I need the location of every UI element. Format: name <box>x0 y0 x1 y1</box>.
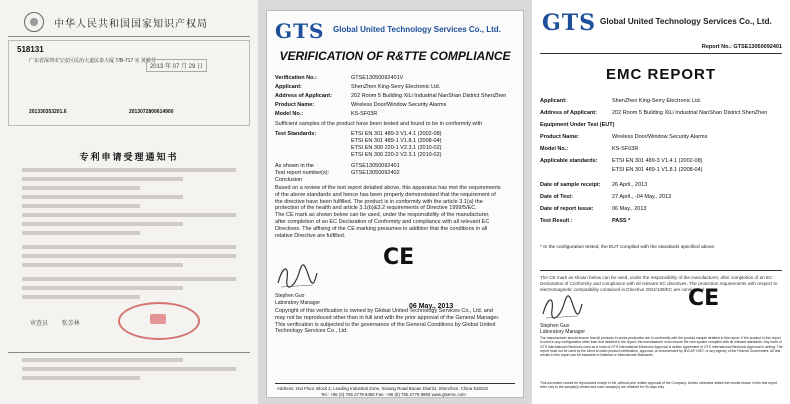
footer-line <box>22 358 183 362</box>
paragraph-line: Technology Services Co., Ltd. <box>275 328 348 335</box>
body-line <box>22 295 140 299</box>
report-number: GTSE13050092402 <box>351 170 400 176</box>
office-name: 中华人民共和国国家知识产权局 <box>54 19 208 30</box>
sample-receipt-row <box>540 182 780 190</box>
report-number: GTSE13050092401 <box>733 44 782 50</box>
body-line <box>22 277 236 281</box>
field-value: 06 May., 2013 <box>612 206 647 212</box>
field-label: Model No.: <box>540 146 569 152</box>
report-label-1: As shown in the <box>275 163 314 169</box>
field-label: Model No.: <box>275 111 304 117</box>
rtte-field-row <box>275 111 515 119</box>
rtte-field-row <box>275 102 515 110</box>
examiner-label: 审查员 <box>30 321 49 327</box>
signer-title: Laboratory Manager <box>275 300 321 306</box>
copyright-text <box>275 308 505 335</box>
address-row <box>540 110 780 118</box>
field-value: PASS * <box>612 218 631 224</box>
body-line <box>22 286 183 290</box>
signer-title: Laboratory Manager <box>540 329 586 335</box>
field-value: 27 April., -04 May., 2013 <box>612 194 672 200</box>
national-emblem-icon <box>24 12 44 32</box>
footer-address: Address: 2nd Floor, Block 2, Leading Industrial Zone, Xixiang Road Baoan District, Shenzhen, China 518102 <box>277 386 489 391</box>
model-row <box>540 146 780 154</box>
paragraph-line: Copyright of this verification is owned by Global United Technology Services Co., Ltd. and <box>275 308 493 314</box>
standard-item: ETSI EN 300 220-2 V2.3.1 (2010-02) <box>351 152 442 158</box>
mailing-address: 广东省深圳市宝安区民治大道民泰大厦 T/B-717 室 黄雅芳 <box>29 58 156 64</box>
application-number: 201330353201.6 <box>29 109 67 115</box>
notice-header <box>8 12 250 34</box>
issue-date-row <box>540 206 780 214</box>
paragraph-line: relative Directive are fulfilled. <box>275 232 346 239</box>
field-label: Test Standards: <box>275 131 317 137</box>
document-title: EMC REPORT <box>605 66 716 83</box>
paragraph-line: may not be reproduced other than in full and with the prior approval of the General Manager. <box>275 314 500 321</box>
field-label: Date of sample receipt: <box>540 182 601 188</box>
ce-conditions-text: The CE mark as shown below can be used, under the responsibility of the manufacturer, after completion of an EC Declaration of Conformity and compliance with all relevant EC directives. The protection requirements with respect to electromagnetic compatibility contained in Directive 2004/108/EC are considered. <box>540 275 778 292</box>
body-line <box>22 254 236 258</box>
rtte-field-row <box>275 75 515 83</box>
sufficient-samples-text: Sufficient samples of the product have been tested and found to be in conformity with <box>275 121 483 127</box>
body-line <box>22 222 183 226</box>
rtte-page <box>266 10 524 398</box>
product-row <box>540 134 780 142</box>
issue-date-stamp: 2013 年 07 月 29 日 <box>146 59 207 72</box>
header-divider <box>8 36 250 37</box>
field-value: Wireless Door/Window Security Alarms <box>612 134 708 140</box>
standard-item: ETSI EN 301 489-1 V1.8.1 (2008-04) <box>351 138 442 144</box>
body-line <box>22 168 236 172</box>
emc-report-document <box>532 0 790 404</box>
field-value: 26 April., 2013 <box>612 182 648 188</box>
conditions-divider <box>540 270 782 271</box>
field-label: Applicant: <box>275 84 302 90</box>
field-label: Address of Applicant: <box>540 110 597 116</box>
field-value: ETSI EN 301 489-3 V1.4.1 (2002-08) <box>612 158 703 164</box>
paragraph-line: This verification is subjected to the governance of the General Conditions by Global United <box>275 321 496 328</box>
body-line <box>22 204 140 208</box>
document-title: VERIFICATION OF R&TTE COMPLIANCE <box>279 49 511 63</box>
body-line <box>22 186 140 190</box>
field-label: Applicable standards: <box>540 158 598 164</box>
header-divider <box>540 53 782 54</box>
postal-code: 518131 <box>17 45 44 54</box>
body-line <box>22 263 183 267</box>
standard-item: ETSI EN 301 489-1 V1.8.1 (2008-04) <box>612 167 703 173</box>
footer-line <box>22 367 236 371</box>
gts-logo: GTS <box>542 10 597 36</box>
standard-item: ETSI EN 300 220-1 V2.3.1 (2010-02) <box>351 145 442 151</box>
notice-body <box>22 168 236 304</box>
footer-line <box>22 376 140 380</box>
signer-name: Stephen Guo <box>275 293 305 299</box>
standards-row <box>540 158 780 166</box>
field-label: Address of Applicant: <box>275 93 332 99</box>
field-value: GTSE13050092401V <box>351 75 404 81</box>
footer-divider <box>275 383 515 384</box>
rtte-field-row <box>275 93 515 101</box>
body-line <box>22 177 183 181</box>
paragraph-line: The CE mark as shown below can be used, under the responsibility of the manufacturer, <box>275 212 490 219</box>
conclusion-label: Conclusion <box>275 177 303 183</box>
test-standards <box>275 131 515 161</box>
paragraph-line: protection of the health and article 3.1(b)&3.2 requirements of Directive 1999/5/EC. <box>275 205 477 212</box>
disclaimer-text: The manufacturer should ensure that all products in series production are in conformity with the product sample detailed in this report. If the product in this report is used in any configuration other than that detailed in the report, the manufacturer must ensure the new system complies with all relevant standards. Any mark of GTS International Electronic used as a mark of GTS International Electronic Approval is written agreement of GTS International Electronic Approval in writing. The report must not be used by the client to claim product certification, approval, or endorsement by NVLAP, NIST, or any agency of the Federal Government. All test results in this report can be traceable to National or International Standards. <box>540 336 783 358</box>
body-line <box>22 195 183 199</box>
field-label: Test Result : <box>540 218 573 224</box>
examiner-line <box>30 318 80 327</box>
applicant-row <box>540 98 780 106</box>
footer-contact: Tel.: +86 (0) 755 2779 8480 Fax: +86 (0) 755 2779 8960 www.gtsemc.com <box>321 392 466 397</box>
paragraph-line: of the above standards and hence has been properly demonstrated that the requirement of <box>275 191 496 198</box>
field-value: KS-SF03R <box>612 146 639 152</box>
field-label: Date of report issue: <box>540 206 594 212</box>
report-number: GTSE13050092401 <box>351 163 400 169</box>
paragraph-line: Directives. The affixing of the CE marking presumes in addition that the conditions in all <box>275 225 488 232</box>
notice-title: 专利申请受理通知书 <box>79 153 179 163</box>
conclusion-text <box>275 185 505 239</box>
field-value: ShenZhen King-Serry Electronic Ltd. <box>351 84 441 90</box>
paragraph-line: Based on a review of the test report detailed above, this apparatus has met the requirements <box>275 185 501 191</box>
notice-footer <box>22 358 236 385</box>
standard-item: ETSI EN 301 489-3 V1.4.1 (2002-08) <box>351 131 442 137</box>
field-value: 202 Room 5 Building XiLi Industrial NanShan District ShenZhen <box>351 93 507 99</box>
field-value: Wireless Door/Window Security Alarms <box>351 102 447 108</box>
patent-acceptance-notice <box>0 0 258 404</box>
ce-mark: CE <box>688 286 720 311</box>
paragraph-line: the directive have been fulfilled. The product is in conformity with the article 3.1(a) the <box>275 198 483 205</box>
issue-date: 06 May., 2013 <box>409 303 454 310</box>
field-label: Product Name: <box>275 102 315 108</box>
company-name: Global United Technology Services Co., Ltd. <box>600 17 772 26</box>
field-label: Product Name: <box>540 134 580 140</box>
mailing-block <box>8 40 250 126</box>
body-line <box>22 213 236 217</box>
report-number-line <box>702 44 782 50</box>
ownership-text: This document cannot be reproduced except in full, without prior written approval of the Company. Unless otherwise stated the results shown in this test report refer only to the sample(s) tested and such sample(s) are retained for 90 days only. <box>540 381 778 390</box>
report-number-label: Report No.: <box>701 44 732 50</box>
paragraph-line: after completion of an EC Declaration of Conformity and compliance with all relevant EC <box>275 218 490 225</box>
field-value: KS-SF03R <box>351 111 378 117</box>
gts-logo: GTS <box>275 19 325 43</box>
body-line <box>22 231 140 235</box>
report-label-2: Test report number(s): <box>275 170 330 176</box>
notice-number: 2013072800614900 <box>129 109 174 115</box>
report-numbers <box>275 163 515 187</box>
rtte-field-row <box>275 84 515 92</box>
field-value: 202 Room 5 Building XiLi Industrial NanShan District ShenZhen <box>612 110 768 116</box>
signer-name: Stephen Guo <box>540 323 570 329</box>
field-label: Verification No.: <box>275 75 317 81</box>
ce-mark: CE <box>383 245 415 270</box>
body-line <box>22 245 236 249</box>
signature-image <box>275 261 319 291</box>
signature-image <box>540 292 584 322</box>
test-result-row <box>540 218 780 226</box>
footer-divider <box>8 352 250 353</box>
red-official-seal <box>118 302 200 340</box>
configuration-note: * In the configuration tested, the EUT complied with the standards specified above. <box>540 245 716 250</box>
field-value: ShenZhen King-Serry Electronic Ltd. <box>612 98 702 104</box>
test-date-row <box>540 194 780 202</box>
company-name: Global United Technology Services Co., Ltd. <box>333 25 501 34</box>
field-label: Applicant: <box>540 98 567 104</box>
field-label: Date of Test: <box>540 194 573 200</box>
examiner-name: 张芳林 <box>61 321 80 327</box>
eut-heading: Equipment Under Test (EUT) <box>540 122 615 128</box>
rtte-verification-document <box>258 0 532 404</box>
